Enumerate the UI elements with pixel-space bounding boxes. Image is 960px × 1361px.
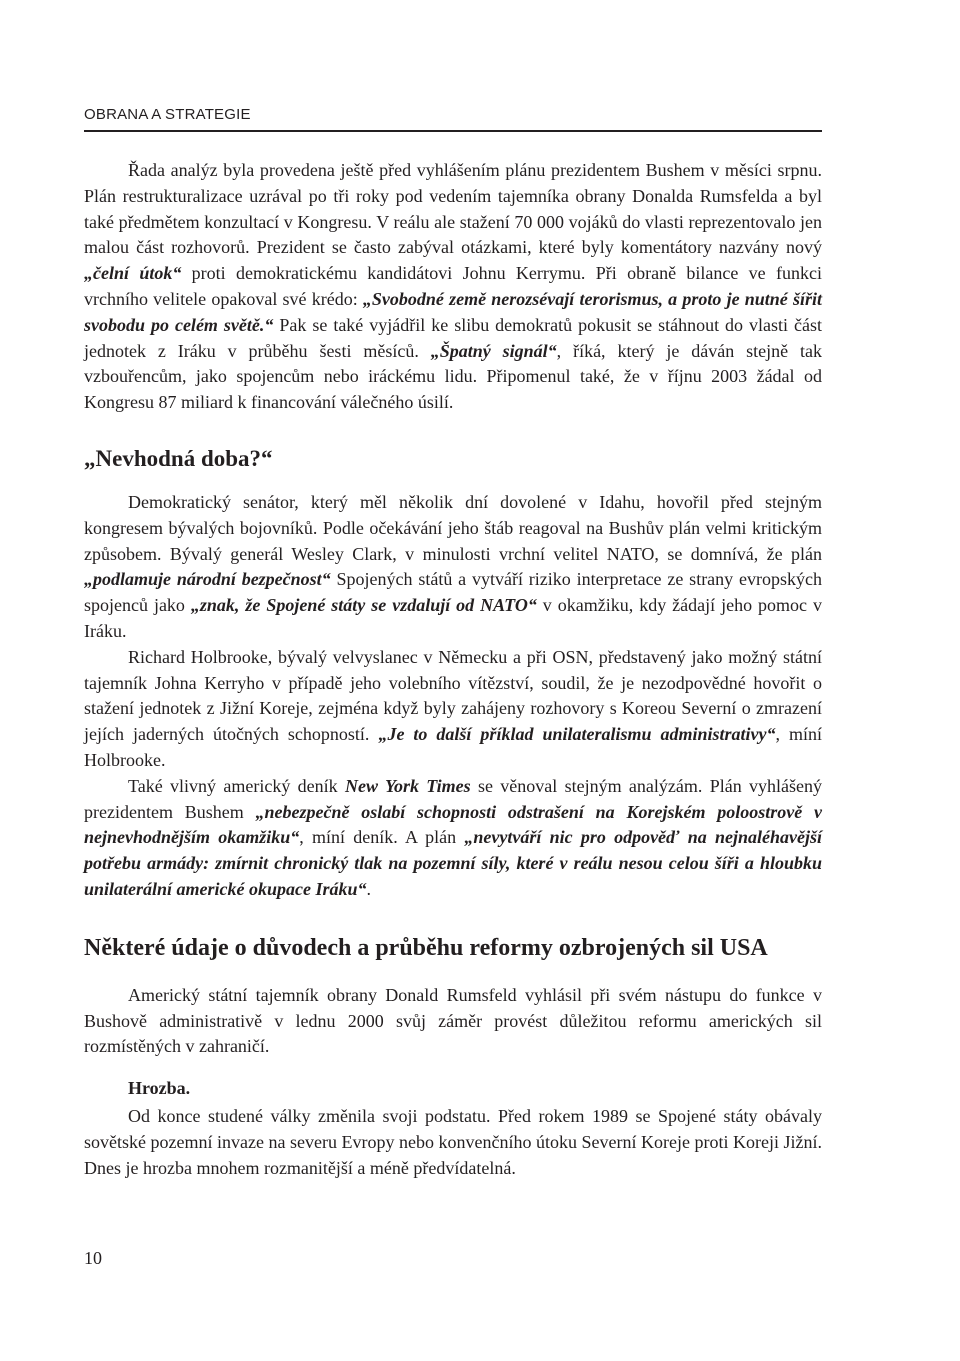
running-header: OBRANA A STRATEGIE xyxy=(84,106,251,123)
subheading-hrozba: Hrozba. xyxy=(128,1078,191,1099)
text-run: se věnoval stejným analýzám. Plán vyhlášený prezidentem Bushem xyxy=(84,775,823,822)
text-run: v okamžiku, kdy žádají jeho pomoc v Iráku. xyxy=(84,595,822,641)
emphasis-quote: „nebezpečně oslabí schopnosti odstrašení na Korejském poloostrově v nejnevhodnějším okamžiku“ xyxy=(84,801,822,848)
emphasis-quote: „Je to další příklad unilateralismu administrativy“ xyxy=(378,724,776,745)
emphasis-quote: „Svobodné země nerozsévají terorismus, a proto je nutné šířit svobodu po celém světě.“ xyxy=(84,288,822,335)
paragraph-2 xyxy=(84,490,822,645)
paragraph-5: Americký státní tajemník obrany Donald Rumsfeld vyhlásil při svém nástupu do funkce v Bushově administrativě v lednu 2000 svůj záměr provést důležitou reformu amerických sil rozmístěných v zahraničí. xyxy=(84,984,822,1057)
text-run: Demokratický senátor, který měl několik dní dovolené v Idahu, hovořil před stejným kongresem bývalých bojovníků. Podle očekávání jeho štáb reagoval na Bushův plán velmi kritickým způsobem. Bývalý generál Wesley Clark, v minulosti vrchní velitel NATO, se domnívá, že plán xyxy=(84,491,822,564)
paragraph-6: Od konce studené války změnila svoji podstatu. Před rokem 1989 se Spojené státy obávaly sovětské pozemní invaze na severu Evropy nebo konvenčního útoku Severní Koreje proti Koreji Jižní. Dnes je hrozba mnohem rozmanitější a méně předvídatelná. xyxy=(84,1105,822,1178)
text-run: , říká, který je dáván stejně tak vzbouřencům, jako spojencům nebo iráckému lidu. Připomenul také, že v říjnu 2003 žádal od Kongresu 87 miliard k financování válečného úsilí. xyxy=(84,340,822,413)
text-run: Také vlivný americký deník xyxy=(128,775,345,796)
emphasis-quote: „Špatný signál“ xyxy=(430,340,557,361)
text-run: Řada analýz byla provedena ještě před vyhlášením plánu prezidentem Bushem v měsíci srpnu. Plán restrukturalizace uzrával po tři roky pod vedením tajemníka obrany Donalda Rumsfelda a byl také předmětem konzultací v Kongresu. V reálu ale stažení 70 000 vojáků do vlasti reprezentovalo jen malou část rozhovorů. Prezident se často zabýval otázkami, které byly komentátory nazvány nový xyxy=(84,160,822,258)
text-run: proti demokratickému kandidátovi Johnu Kerrymu. Při obraně bilance ve funkci vrchního velitele opakoval své krédo: xyxy=(84,263,822,309)
page-body xyxy=(84,158,822,1181)
paragraph-4 xyxy=(84,774,822,903)
newspaper-title: New York Times xyxy=(344,775,471,796)
text-run: Richard Holbrooke, bývalý velvyslanec v Německu a při OSN, představený jako možný státní tajemník Johna Kerryho v případě jeho volebního vítězství, soudil, že je nezodpovědné hovořit o stažení jednotek z Jižní Koreje, zejména když byly zahájeny rozhovory s Koreou Severní o zmrazení jejích jaderných útočných schopností. xyxy=(84,646,822,745)
section-heading-nevhodna-doba: „Nevhodná doba?“ xyxy=(84,445,273,471)
paragraph-3 xyxy=(84,645,822,774)
emphasis-quote: „čelní útok“ xyxy=(84,263,182,284)
page-number: 10 xyxy=(84,1248,102,1268)
header-rule xyxy=(84,130,822,132)
emphasis-quote: „nevytváří nic pro odpověď na nejnaléhavější potřebu armády: zmírnit chronický tlak na pozemní síly, které v reálu nesou celou šíři a hloubku unilaterální americké okupace Iráku“ xyxy=(84,827,822,899)
emphasis-quote: „podlamuje národní bezpečnost“ xyxy=(84,569,331,590)
text-run: Pak se také vyjádřil ke slibu demokratů pokusit se stáhnout do vlasti část jednotek z Iráku v průběhu šesti měsíců. xyxy=(84,314,822,361)
emphasis-quote: „znak, že Spojené státy se vzdalují od NATO“ xyxy=(190,595,537,616)
paragraph-1 xyxy=(84,158,822,416)
text-run: Spojených států a vytváří riziko interpretace ze strany evropských spojenců jako xyxy=(84,569,822,616)
text-run: , míní deník. A plán xyxy=(299,827,465,848)
section-heading-reforma: Některé údaje o důvodech a průběhu reformy ozbrojených sil USA xyxy=(84,934,768,961)
text-run: , míní Holbrooke. xyxy=(84,724,822,770)
text-run: . xyxy=(366,878,372,899)
